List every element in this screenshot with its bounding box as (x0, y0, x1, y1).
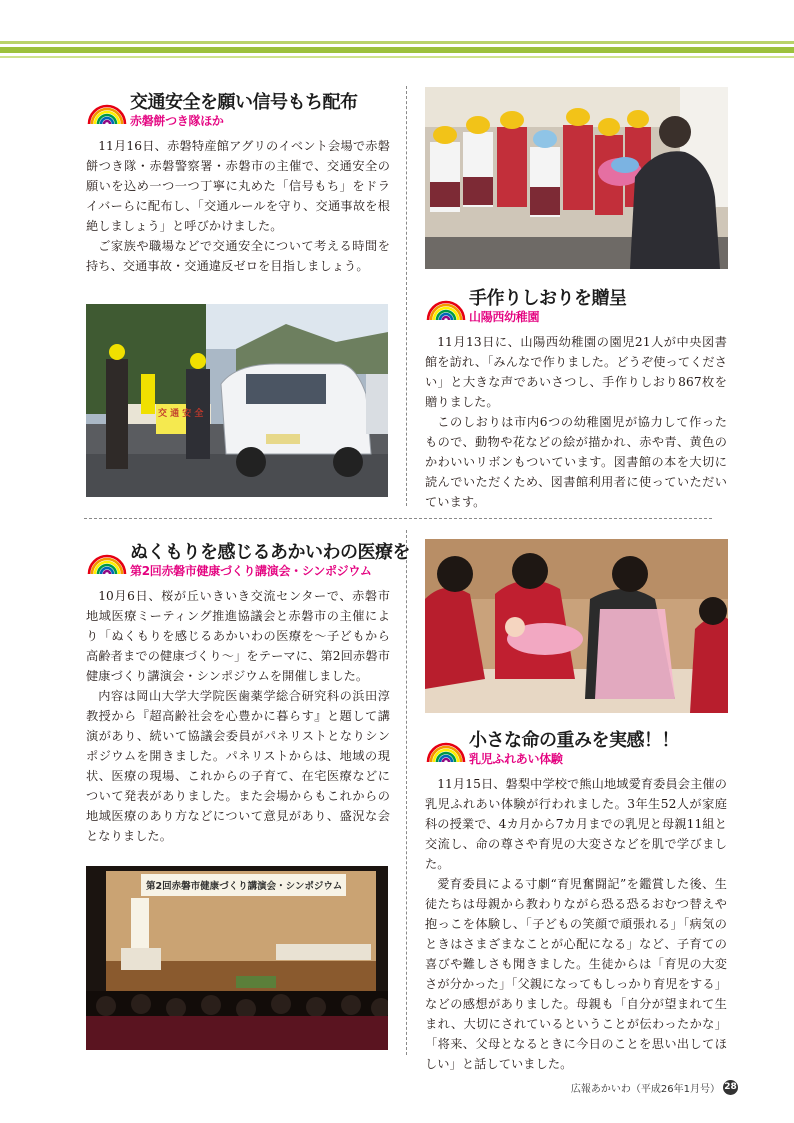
article-signal-mochi (86, 88, 390, 276)
article-body (86, 136, 390, 276)
article-body (425, 332, 727, 512)
paragraph: このしおりは市内6つの幼稚園児が協力して作ったもので、動物や花などの絵が描かれ、赤や青、黄色のかわいいリボンもついています。図書館の本を大切に読んでいただくため、図書館利用者に使っていただいています。 (425, 415, 727, 509)
paragraph: 内容は岡山大学大学院医歯薬学総合研究科の浜田淳教授から『超高齢社会を心豊かに暮らす』と題して講演があり、続いて協議会委員がパネリストとなりシンポジウムを開きました。パネリストからは、地域の現状、医療の現場、これからの子育て、在宅医療などについて発表がありました。また会場からもこれからの地域医療のあり方などについて意見があり、盛況な会となりました。 (86, 689, 390, 843)
photo-infant-experience (425, 539, 728, 713)
article-title: 手作りしおりを贈呈 (469, 288, 627, 309)
rainbow-icon (86, 540, 128, 576)
photo-signal-mochi-distribution (86, 304, 388, 497)
article-title: 交通安全を願い信号もち配布 (130, 92, 358, 113)
page-footer (571, 1080, 738, 1095)
rainbow-icon (425, 286, 467, 322)
publication-name: 広報あかいわ（平成26年1月号） (570, 1084, 720, 1095)
header-stripe-thin (0, 41, 794, 44)
photo-kindergarten-children (425, 87, 728, 269)
article-header (86, 88, 390, 130)
article-medical (86, 538, 410, 846)
article-body (425, 774, 727, 1074)
column-divider-bottom (406, 530, 407, 1055)
header-stripe-light (0, 56, 794, 58)
article-title: 小さな命の重みを実感！！ (469, 730, 679, 751)
paragraph: ご家族や職場などで交通安全について考える時間を持ち、交通事故・交通違反ゼロを目指しましょう。 (86, 239, 390, 273)
article-header (425, 726, 727, 768)
article-infant (425, 726, 727, 1074)
rainbow-icon (86, 90, 128, 126)
paragraph: 10月6日、桜が丘いきいき交流センターで、赤磐市地域医療ミーティング推進協議会と赤磐市の主催により「ぬくもりを感じるあかいわの医療を〜子どもから高齢者までの健康づくり〜」をテーマに、第2回赤磐市健康づくり講演会・シンポジウムを開催しました。 (86, 589, 390, 683)
paragraph: 愛育委員による寸劇“育児奮闘記”を鑑賞した後、生徒たちは母親から教わりながら恐る恐るおむつ替えや抱っこを体験し、「子どもの笑顔で頑張れる」「病気のときはさまざまなことが心配になる」など、子育ての喜びや難しさも聞きました。生徒からは「育児の大変さが分かった」「父親になってもしっかり育児をする」などの感想がありました。母親も「自分が望まれて生まれ、大切にされているということが伝わったかな」「将来、父母となるときに今日のことを思い出してほしい」と話していました。 (425, 877, 727, 1071)
article-body (86, 586, 390, 846)
page-number: 28 (723, 1080, 738, 1095)
article-header (425, 284, 727, 326)
article-title: ぬくもりを感じるあかいわの医療を (130, 542, 410, 563)
article-subtitle: 山陽西幼稚園 (469, 310, 540, 324)
photo-symposium-stage (86, 866, 388, 1050)
rainbow-icon (425, 728, 467, 764)
row-divider (84, 518, 712, 519)
article-bookmark (425, 284, 727, 512)
paragraph: 11月16日、赤磐特産館アグリのイベント会場で赤磐餅つき隊・赤磐警察署・赤磐市の主催で、交通安全の願いを込め一つ一つ丁寧に丸めた「信号もち」をドライバーらに配布し、「交通ルールを守り、交通事故を根絶しましょう」と呼びかけました。 (86, 139, 390, 233)
photo-banner-text: 交 通 安 全 (158, 409, 204, 419)
column-divider-top (406, 86, 407, 506)
header-stripe-thick (0, 47, 794, 53)
photo-banner-text: 第2回赤磐市健康づくり講演会・シンポジウム (146, 881, 343, 892)
article-header (86, 538, 410, 580)
article-subtitle: 赤磐餅つき隊ほか (130, 114, 224, 128)
paragraph: 11月13日に、山陽西幼稚園の園児21人が中央図書館を訪れ、「みんなで作りました。どうぞ使ってください」と大きな声であいさつし、手作りしおり867枚を贈りました。 (425, 335, 727, 409)
article-subtitle: 第2回赤磐市健康づくり講演会・シンポジウム (130, 564, 372, 578)
paragraph: 11月15日、磐梨中学校で熊山地域愛育委員会主催の乳児ふれあい体験が行われました。3年生52人が家庭科の授業で、4カ月から7カ月までの乳児と母親11組と交流し、命の尊さや育児の大変さなどを肌で学びました。 (425, 777, 727, 871)
article-subtitle: 乳児ふれあい体験 (469, 752, 563, 766)
